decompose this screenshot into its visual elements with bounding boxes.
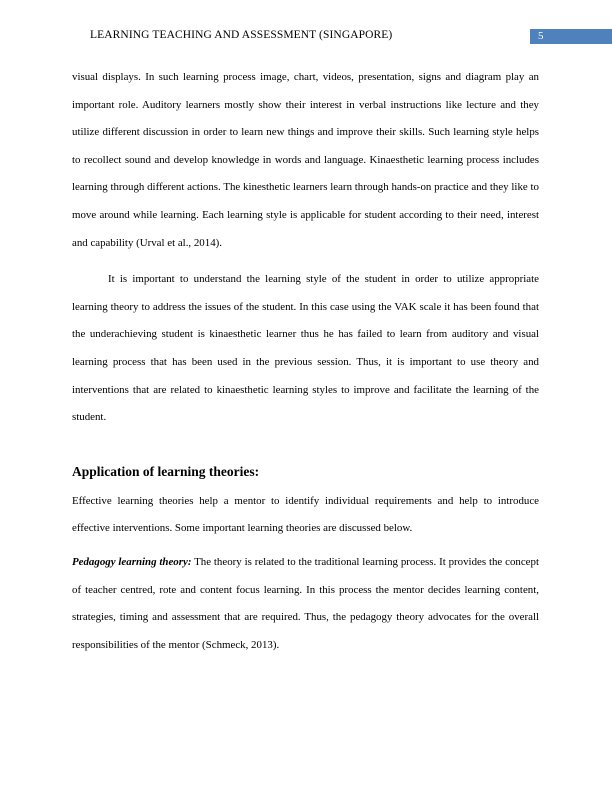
paragraph-theories-intro: Effective learning theories help a mentor to identify individual requirements and help to introduce effective interventions. Some important learning theories are discussed below. [72, 494, 539, 535]
page-number: 5 [538, 30, 544, 42]
running-head-title: LEARNING TEACHING AND ASSESSMENT (SINGAPORE) [90, 29, 393, 41]
page-header [0, 0, 612, 60]
section-heading: Application of learning theories: [72, 463, 260, 479]
paragraph-learning-styles: visual displays. In such learning process image, chart, videos, presentation, signs and diagram play an important role. Auditory learners mostly show their interest in verbal instructions like lecture and they utilize different discussion in order to learn new things and improve their skills. Such learning style helps to recollect sound and develop knowledge in words and language. Kinaesthetic learning process includes learning through different actions. The kinesthetic learners learn through hands-on practice and they like to move around while learning. Each learning style is applicable for student according to their need, interest and capability (Urval et al., 2014). [72, 71, 539, 249]
document-body [72, 64, 539, 659]
paragraph-pedagogy-theory [72, 549, 539, 659]
pedagogy-description: The theory is related to the traditional learning process. It provides the concept of teacher centred, rote and content focus learning. In this process the mentor decides learning content, strategies, timing and assessment that are required. Thus, the pedagogy theory advocates for the overall responsibilities of the mentor (Schmeck, 2013). [72, 555, 539, 651]
paragraph-vak-assessment: It is important to understand the learning style of the student in order to utilize appropriate learning theory to address the issues of the student. In this case using the VAK scale it has been found that the underachieving student is kinaesthetic learner thus he has failed to learn from auditory and visual learning process that has been used in the previous session. Thus, it is important to use theory and interventions that are related to kinaesthetic learning styles to improve and facilitate the learning of the student. [72, 273, 539, 424]
pedagogy-term: Pedagogy learning theory: [72, 555, 192, 568]
page-number-badge [530, 29, 612, 44]
